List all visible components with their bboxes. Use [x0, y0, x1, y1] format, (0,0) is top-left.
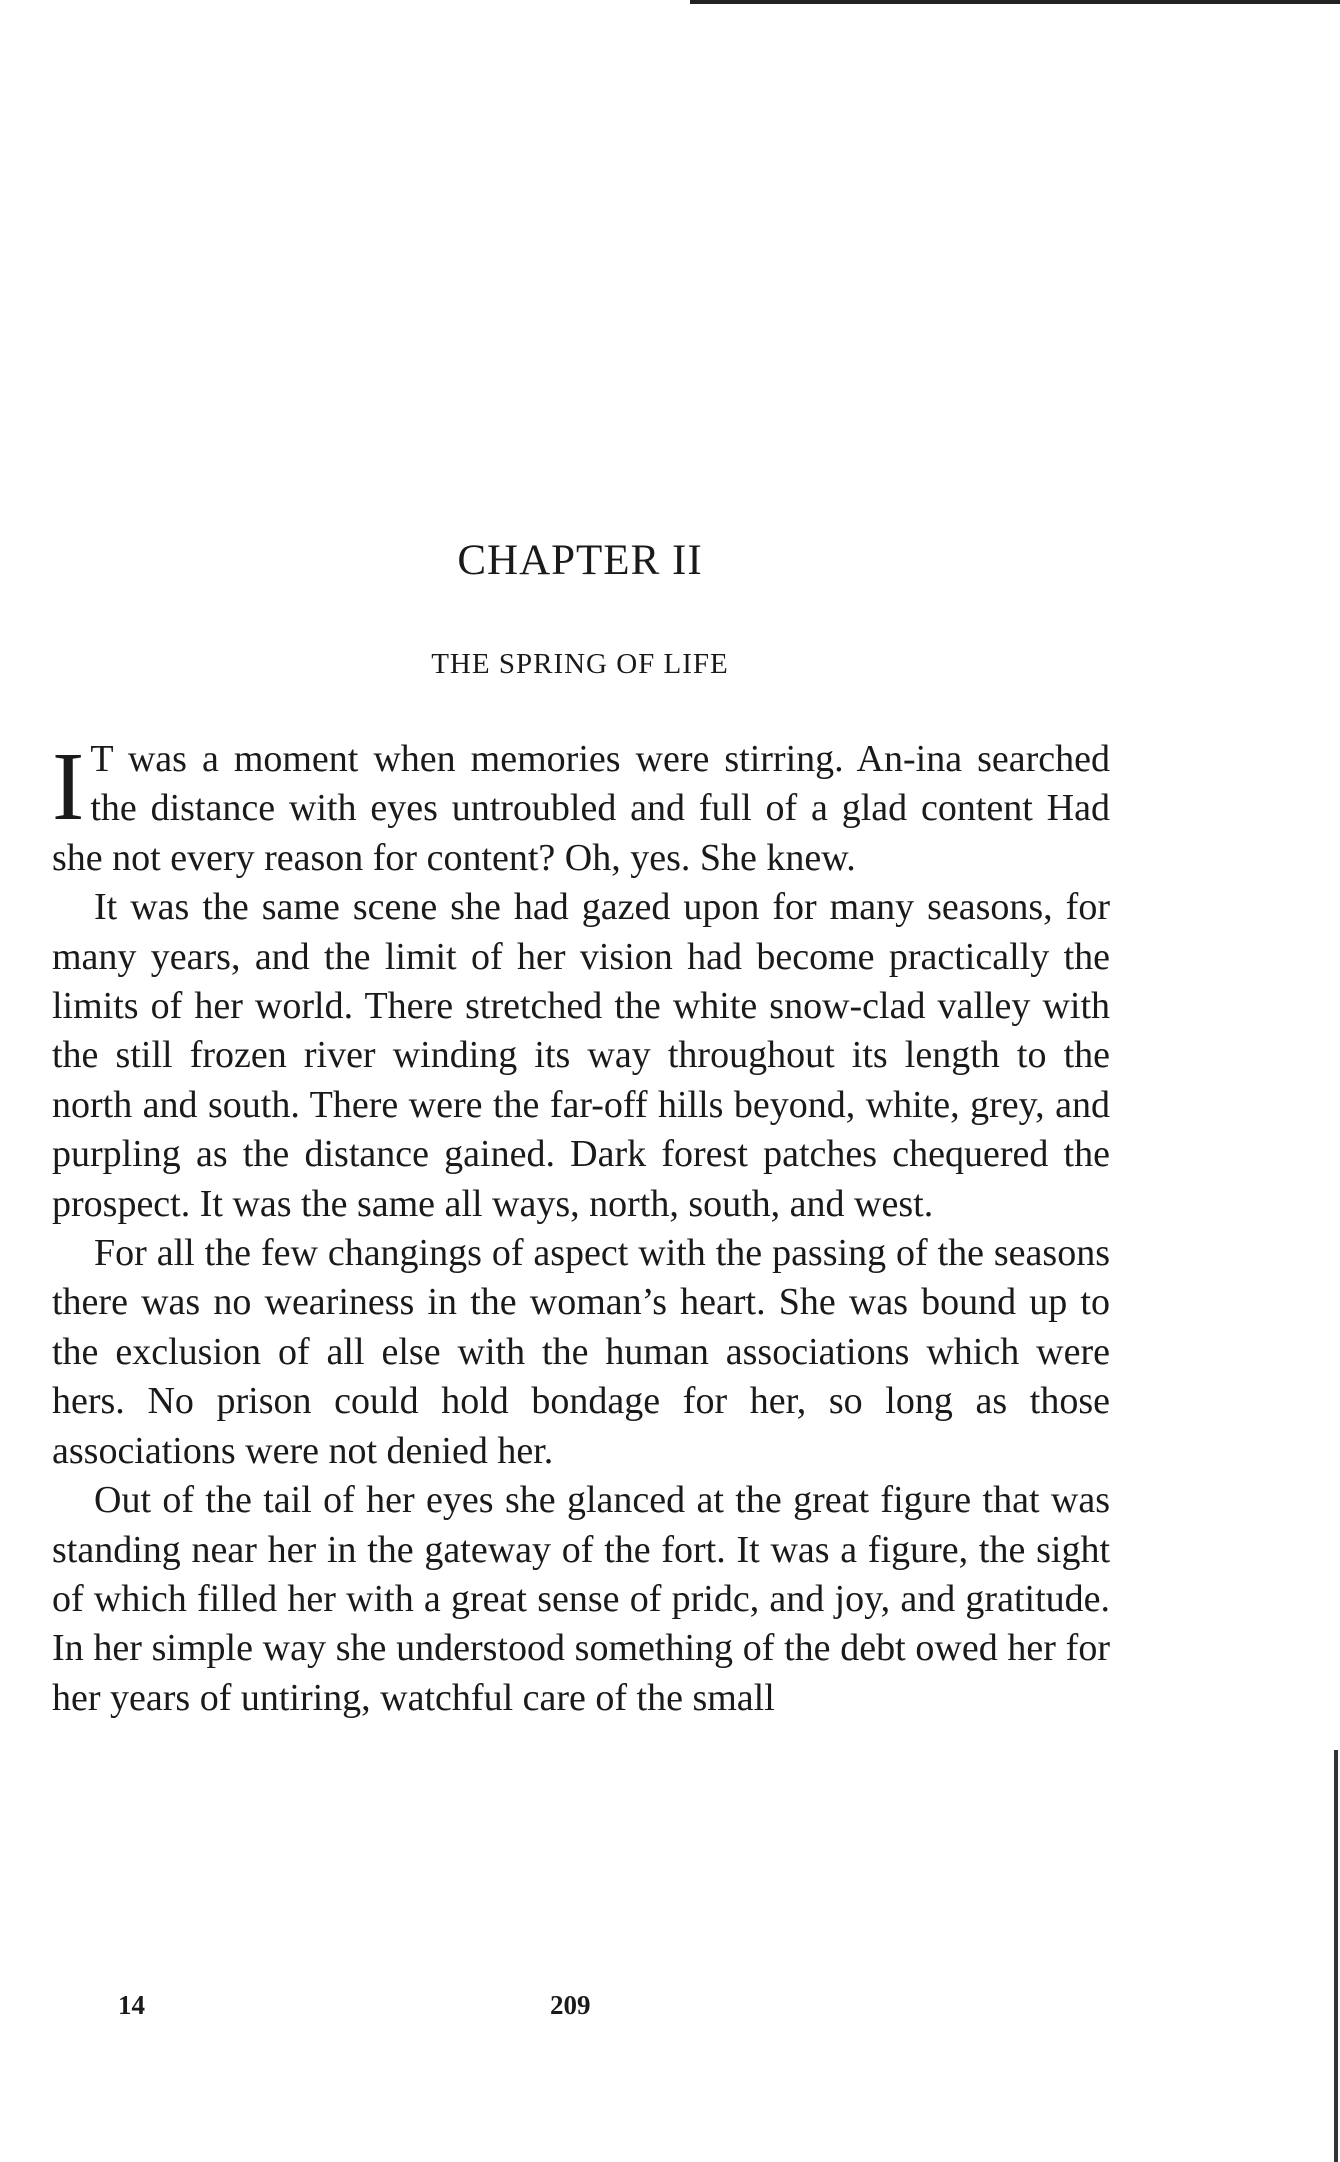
- paragraph-2: It was the same scene she had gazed upon for many seasons, for many years, and the limit of her vision had become practically the limits of her world. There stretched the white snow-clad valley with the still frozen river winding its way throughout its length to the north and south. There were the far-off hills beyond, white, grey, and purpling as the distance gained. Dark forest patches chequered the prospect. It was the same all ways, north, south, and west.: [52, 886, 1110, 1225]
- signature-mark: 14: [118, 1990, 145, 2020]
- body-text: [52, 735, 1110, 1723]
- right-edge-rule: [1334, 1750, 1338, 2162]
- paragraph-1-text: T was a moment when memories were stirring. An-ina searched the distance with eyes untroubled and full of a glad content Had she not every reason for content? Oh, yes. She knew.: [52, 738, 1110, 879]
- page-footer: [0, 1990, 1340, 2030]
- page-number: 209: [550, 1990, 591, 2020]
- chapter-title: CHAPTER II: [457, 537, 703, 584]
- drop-cap: I: [52, 733, 85, 840]
- paragraph-1: [52, 735, 1110, 883]
- paragraph-3: For all the few changings of aspect with the passing of the seasons there was no weariness in the woman’s heart. She was bound up to the exclusion of all else with the human associations which were hers. No prison could hold bondage for her, so long as those associations were not denied her.: [52, 1232, 1110, 1472]
- chapter-subtitle: THE SPRING OF LIFE: [431, 648, 729, 680]
- paragraph-4: Out of the tail of her eyes she glanced at the great figure that was standing near her in the gateway of the fort. It was a figure, the sight of which filled her with a great sense of pridc, and joy, and gratitude. In her simple way she understood something of the debt owed her for her years of untiring, watchful care of the small: [52, 1479, 1110, 1719]
- top-edge-rule: [690, 0, 1340, 4]
